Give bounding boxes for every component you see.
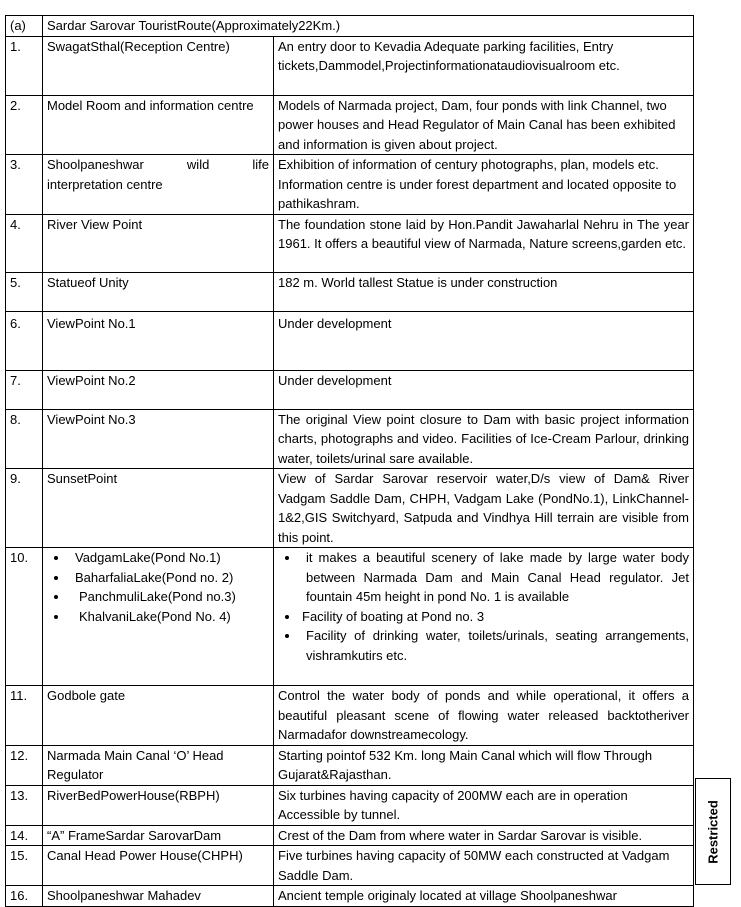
section-label: (a) (6, 16, 43, 37)
row-number: 13. (6, 785, 43, 825)
table-row (6, 686, 694, 746)
table-row (6, 745, 694, 785)
restricted-label: Restricted (705, 799, 721, 864)
place-description: Exhibition of information of century photographs, plan, models etc. Information centre is under forest department and located opposite to pathikashram. (274, 155, 694, 215)
place-description: View of Sardar Sarovar reservoir water,D/s view of Dam& River Vadgam Saddle Dam, CHPH, Vadgam Lake (PondNo.1), LinkChannel-1&2,GIS Switchyard, Satpuda and Vindhya Hill terrain are visible from this point. (274, 469, 694, 548)
place-name: “A” FrameSardar SarovarDam (43, 825, 274, 846)
list-item: • VadgamLake(Pond No.1) (69, 548, 269, 568)
list-item: • it makes a beautiful scenery of lake made by large water body between Narmada Dam and Main Canal Head regulator. Jet fountain 45m height in pond No. 1 is available (300, 548, 689, 607)
row-number: 14. (6, 825, 43, 846)
table-row (6, 469, 694, 548)
row-number: 12. (6, 745, 43, 785)
place-description: Under development (274, 311, 694, 370)
row-number: 3. (6, 155, 43, 215)
place-name: ViewPoint No.3 (43, 409, 274, 469)
place-name: Statueof Unity (43, 272, 274, 311)
row-number: 4. (6, 214, 43, 272)
place-description: Crest of the Dam from where water in Sardar Sarovar is visible. (274, 825, 694, 846)
row-number: 16. (6, 886, 43, 907)
place-description: The original View point closure to Dam with basic project information charts, photographs and video. Facilities of Ice-Cream Parlour, drinking water, toilets/urinal sare available. (274, 409, 694, 469)
table-row (6, 846, 694, 886)
place-description: Five turbines having capacity of 50MW each constructed at Vadgam Saddle Dam. (274, 846, 694, 886)
table-row (6, 36, 694, 95)
lake-facts-list (278, 548, 689, 665)
list-item: • Facility of boating at Pond no. 3 (300, 607, 689, 627)
tourist-route-table (5, 15, 694, 907)
place-description: Six turbines having capacity of 200MW each are in operation Accessible by tunnel. (274, 785, 694, 825)
place-description: An entry door to Kevadia Adequate parking facilities, Entry tickets,Dammodel,Projectinformationataudiovisualroom etc. (274, 36, 694, 95)
lake-list (47, 548, 269, 626)
list-item: • BaharfaliaLake(Pond no. 2) (69, 568, 269, 588)
place-description: Under development (274, 370, 694, 409)
lake-list-cell (43, 548, 274, 686)
row-number: 9. (6, 469, 43, 548)
restricted-stamp (695, 778, 731, 885)
lake-facts-cell (274, 548, 694, 686)
row-number: 11. (6, 686, 43, 746)
table-row (6, 95, 694, 155)
list-item: • Facility of drinking water, toilets/urinals, seating arrangements, vishramkutirs etc. (300, 626, 689, 665)
place-name: Shoolpaneshwar wild life interpretation centre (43, 155, 274, 215)
table-row (6, 409, 694, 469)
row-number: 1. (6, 36, 43, 95)
table-row (6, 785, 694, 825)
list-item: • PanchmuliLake(Pond no.3) (69, 587, 269, 607)
row-number: 2. (6, 95, 43, 155)
table-row (6, 548, 694, 686)
row-number: 5. (6, 272, 43, 311)
place-name: RiverBedPowerHouse(RBPH) (43, 785, 274, 825)
row-number: 10. (6, 548, 43, 686)
place-name: Canal Head Power House(CHPH) (43, 846, 274, 886)
place-name: ViewPoint No.2 (43, 370, 274, 409)
place-description: 182 m. World tallest Statue is under construction (274, 272, 694, 311)
row-number: 15. (6, 846, 43, 886)
table-row (6, 272, 694, 311)
table-title: Sardar Sarovar TouristRoute(Approximately22Km.) (43, 16, 694, 37)
place-description: The foundation stone laid by Hon.Pandit Jawaharlal Nehru in The year 1961. It offers a beautiful view of Narmada, Nature screens,garden etc. (274, 214, 694, 272)
row-number: 7. (6, 370, 43, 409)
place-name: Shoolpaneshwar Mahadev (43, 886, 274, 907)
list-item: • KhalvaniLake(Pond No. 4) (69, 607, 269, 627)
place-name: SunsetPoint (43, 469, 274, 548)
table-row (6, 825, 694, 846)
table-row (6, 214, 694, 272)
place-description: Models of Narmada project, Dam, four ponds with link Channel, two power houses and Head Regulator of Main Canal has been exhibited and information is given about project. (274, 95, 694, 155)
place-name: River View Point (43, 214, 274, 272)
place-description: Ancient temple originaly located at village Shoolpaneshwar (274, 886, 694, 907)
place-name: SwagatSthal(Reception Centre) (43, 36, 274, 95)
place-name: ViewPoint No.1 (43, 311, 274, 370)
place-description: Starting pointof 532 Km. long Main Canal which will flow Through Gujarat&Rajasthan. (274, 745, 694, 785)
row-number: 6. (6, 311, 43, 370)
place-name: Godbole gate (43, 686, 274, 746)
row-number: 8. (6, 409, 43, 469)
table-row (6, 370, 694, 409)
table-row (6, 155, 694, 215)
place-name: Model Room and information centre (43, 95, 274, 155)
table-row (6, 311, 694, 370)
table-row (6, 886, 694, 907)
place-name: Narmada Main Canal ‘O’ Head Regulator (43, 745, 274, 785)
table-header-row (6, 16, 694, 37)
place-description: Control the water body of ponds and while operational, it offers a beautiful pleasant scene of flowing water released backtotheriver Narmadafor downstreamecology. (274, 686, 694, 746)
